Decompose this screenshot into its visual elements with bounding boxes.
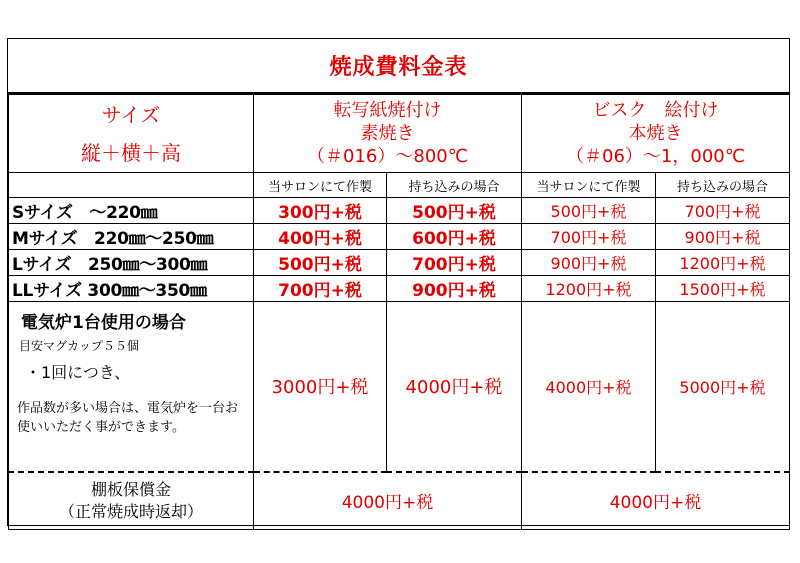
subheader-salon-1: 当サロンにて作製 [254,173,387,198]
group1-temp: （＃016）～800℃ [307,146,468,167]
page-title: 焼成費料金表 [8,39,789,94]
price-cell: 900円+税 [656,224,790,250]
group2-firing: 本焼き [628,123,683,144]
price-cell: 700円+税 [254,276,387,302]
table-row-m [9,224,790,250]
price-cell: 700円+税 [522,224,656,250]
price-table [8,94,790,530]
price-cell: 500円+税 [387,198,522,224]
subheader-empty [9,173,254,198]
kiln-capacity: 目安マグカップ５５個 [19,339,139,353]
subheader-bringin-1: 持ち込みの場合 [387,173,522,198]
header-row [9,95,790,173]
kiln-title: 電気炉1台使用の場合 [21,313,186,333]
price-cell: 1200円+税 [656,250,790,276]
subheader-bringin-2: 持ち込みの場合 [656,173,790,198]
kiln-note: 作品数が多い場合は、電気炉を一台お使いいただく事ができます。 [17,401,239,435]
subheader-row [9,173,790,198]
price-cell: 500円+税 [522,198,656,224]
price-sheet [7,38,790,526]
subheader-salon-2: 当サロンにて作製 [522,173,656,198]
price-cell: 500円+税 [254,250,387,276]
price-cell: 300円+税 [254,198,387,224]
table-row-ll [9,276,790,302]
kiln-price-2: 4000円+税 [387,302,522,472]
price-cell: 600円+税 [387,224,522,250]
kiln-price-4: 5000円+税 [656,302,790,472]
row-label: LLサイズ 300㎜～350㎜ [9,276,254,302]
deposit-price-1: 4000円+税 [254,472,522,530]
kiln-row [9,302,790,472]
row-label: Sサイズ ～220㎜ [9,198,254,224]
group-header-glaze [522,95,790,173]
deposit-title: 棚板保償金 [90,479,171,499]
price-cell: 700円+税 [656,198,790,224]
price-cell: 900円+税 [522,250,656,276]
table-row-l [9,250,790,276]
price-cell: 1200円+税 [522,276,656,302]
kiln-price-1: 3000円+税 [254,302,387,472]
kiln-price-3: 4000円+税 [522,302,656,472]
size-header-dims: 縦＋横＋高 [81,140,181,165]
group1-title: 転写紙焼付け [333,100,442,121]
row-label: Lサイズ 250㎜～300㎜ [9,250,254,276]
kiln-description [9,302,254,472]
deposit-note: （正常焼成時返却） [58,501,203,521]
size-header-label: サイズ [101,102,161,127]
kiln-per-firing: ・1回につき、 [25,363,131,382]
price-cell: 1500円+税 [656,276,790,302]
group2-title: ビスク 絵付け [592,100,719,121]
price-cell: 700円+税 [387,250,522,276]
deposit-price-2: 4000円+税 [522,472,790,530]
price-cell: 900円+税 [387,276,522,302]
deposit-row [9,472,790,530]
group2-temp: （＃06）～1，000℃ [566,146,745,167]
row-label: Mサイズ 220㎜～250㎜ [9,224,254,250]
table-row-s [9,198,790,224]
price-cell: 400円+税 [254,224,387,250]
size-header [9,95,254,173]
deposit-label [9,472,254,530]
group-header-bisque [254,95,522,173]
group1-firing: 素焼き [360,123,415,144]
